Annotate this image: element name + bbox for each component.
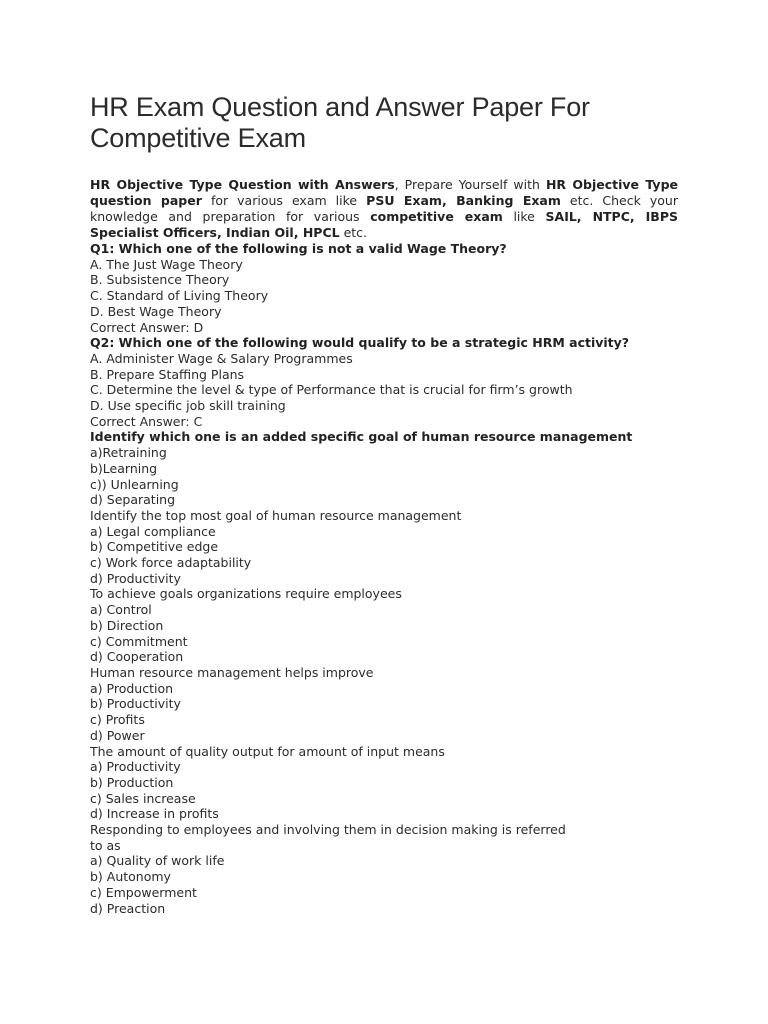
question-text: The amount of quality output for amount of input means [90, 743, 445, 759]
intro-keyword: HR Objective Type question paper [90, 177, 679, 208]
page-title-line-1: HR Exam Question and Answer Paper For [90, 92, 590, 122]
answer-option: c)) Unlearning [90, 476, 179, 492]
question-text: Human resource management helps improve [90, 664, 374, 680]
intro-keyword: SAIL, NTPC, IBPS Specialist Officers, Indian Oil, HPCL [90, 209, 678, 240]
answer-option: b) Direction [90, 617, 164, 633]
answer-option: a) Production [90, 680, 174, 696]
question-heading: Q2: Which one of the following would qualify to be a strategic HRM activity? [90, 335, 630, 351]
intro-text: etc. Check your knowledge and preparation for various [90, 193, 678, 224]
answer-option: b) Productivity [90, 696, 181, 712]
answer-option: a) Legal compliance [90, 523, 216, 539]
answer-option: d) Preaction [90, 900, 166, 916]
answer-option: b) Competitive edge [90, 539, 219, 555]
intro-keyword: HR Objective Type Question with Answers [90, 177, 395, 192]
answer-option: B. Subsistence Theory [90, 272, 230, 288]
answer-option: A. The Just Wage Theory [90, 256, 243, 272]
answer-option: b) Autonomy [90, 869, 171, 885]
answer-option: c) Sales increase [90, 790, 196, 806]
intro-text: , Prepare Yourself with [394, 177, 546, 192]
answer-option: A. Administer Wage & Salary Programmes [90, 350, 353, 366]
answer-option: b)Learning [90, 460, 158, 476]
question-heading: Identify which one is an added specific goal of human resource management [90, 429, 633, 445]
intro-paragraph [90, 177, 678, 241]
intro-text: for various exam like [201, 193, 367, 208]
answer-option: b) Production [90, 774, 174, 790]
question-text: Identify the top most goal of human resource management [90, 507, 462, 523]
answer-option: B. Prepare Staffing Plans [90, 366, 245, 382]
question-list [90, 241, 678, 916]
intro-keyword: competitive exam [370, 209, 503, 224]
question-text: Responding to employees and involving them in decision making is referred [90, 822, 566, 838]
answer-option: C. Determine the level & type of Performance that is crucial for firm’s growth [90, 382, 573, 398]
answer-option: d) Increase in profits [90, 806, 219, 822]
correct-answer: Correct Answer: D [90, 319, 204, 335]
page-title [90, 92, 678, 154]
intro-keyword: PSU Exam, Banking Exam [366, 193, 561, 208]
answer-option: c) Empowerment [90, 884, 197, 900]
answer-option: d) Power [90, 727, 145, 743]
correct-answer: Correct Answer: C [90, 413, 203, 429]
answer-option: a) Productivity [90, 759, 181, 775]
document-page [90, 92, 678, 916]
answer-option: c) Profits [90, 712, 145, 728]
answer-option: a) Quality of work life [90, 853, 225, 869]
intro-text: like [502, 209, 546, 224]
answer-option: D. Use specific job skill training [90, 398, 286, 414]
answer-option: c) Work force adaptability [90, 555, 252, 571]
answer-option: c) Commitment [90, 633, 188, 649]
question-text: to as [90, 837, 121, 853]
intro-text: etc. [339, 225, 368, 240]
answer-option: a) Control [90, 602, 152, 618]
answer-option: D. Best Wage Theory [90, 303, 222, 319]
answer-option: d) Productivity [90, 570, 181, 586]
question-heading: Q1: Which one of the following is not a valid Wage Theory? [90, 241, 507, 256]
answer-option: a)Retraining [90, 445, 167, 461]
page-title-line-2: Competitive Exam [90, 123, 306, 153]
answer-option: d) Separating [90, 492, 176, 508]
answer-option: C. Standard of Living Theory [90, 288, 269, 304]
answer-option: d) Cooperation [90, 649, 184, 665]
question-text: To achieve goals organizations require employees [90, 586, 402, 602]
